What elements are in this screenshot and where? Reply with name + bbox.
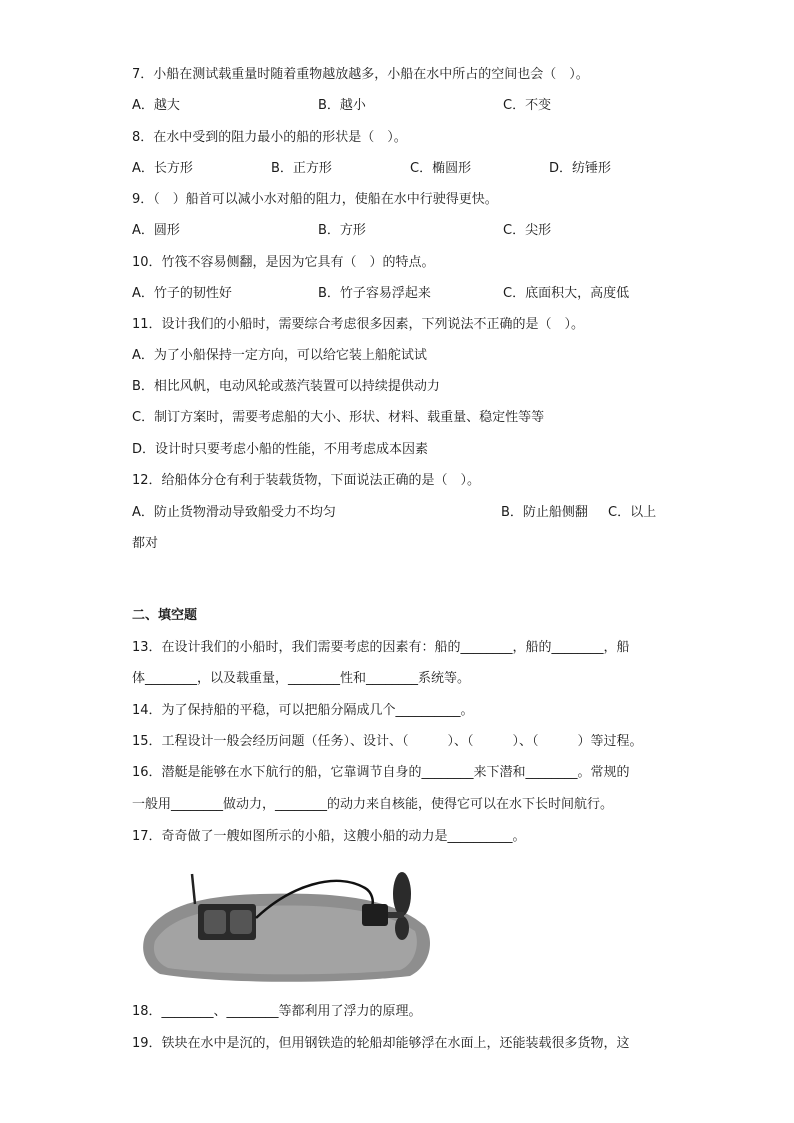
q8-option-b: B．正方形 [271, 161, 332, 176]
question-12-stem: 12．给船体分仓有利于装载货物，下面说法正确的是（ ）。 [132, 473, 481, 488]
q10-option-b: B．竹子容易浮起来 [318, 286, 431, 301]
q9-option-b: B．方形 [318, 223, 366, 238]
battery-2 [230, 910, 252, 934]
propeller-blade-top [393, 872, 411, 916]
q9-option-a: A．圆形 [132, 223, 180, 238]
question-15-stem: 15．工程设计一般会经历问题（任务）、设计、（ ）、（ ）、（ ）等过程。 [132, 734, 643, 749]
q11-option-d: D．设计时只要考虑小船的性能，不用考虑成本因素 [132, 442, 429, 457]
question-16-line-2: 一般用________做动力，________的动力来自核能，使得它可以在水下长时间航行。 [132, 797, 614, 812]
q10-option-c: C．底面积大，高度低 [503, 286, 630, 301]
question-17-stem: 17．奇奇做了一艘如图所示的小船，这艘小船的动力是__________。 [132, 829, 526, 844]
battery-1 [204, 910, 226, 934]
question-8-stem: 8．在水中受到的阻力最小的船的形状是（ ）。 [132, 130, 407, 145]
propeller-shaft [388, 912, 404, 918]
q12-option-c: C．以上 [608, 505, 657, 520]
q11-option-a: A．为了小船保持一定方向，可以给它装上船舵试试 [132, 348, 427, 363]
antenna [192, 874, 195, 904]
q12-option-b: B．防止船侧翻 [501, 505, 588, 520]
propeller-blade-bottom [395, 916, 409, 940]
question-14-stem: 14．为了保持船的平稳，可以把船分隔成几个__________。 [132, 703, 474, 718]
q7-option-a: A．越大 [132, 98, 180, 113]
q11-option-c: C．制订方案时，需要考虑船的大小、形状、材料、载重量、稳定性等等 [132, 410, 545, 425]
boat-photo [140, 866, 440, 986]
question-7-stem: 7．小船在测试载重量时随着重物越放越多，小船在水中所占的空间也会（ ）。 [132, 67, 589, 82]
q8-option-c: C．椭圆形 [410, 161, 472, 176]
question-16-line-1: 16．潜艇是能够在水下航行的船，它靠调节自身的________来下潜和________。常规的 [132, 765, 630, 780]
section-heading-fill-in: 二、填空题 [132, 608, 198, 623]
q8-option-a: A．长方形 [132, 161, 193, 176]
motor [362, 904, 388, 926]
q7-option-c: C．不变 [503, 98, 552, 113]
q11-option-b: B．相比风帆，电动风轮或蒸汽装置可以持续提供动力 [132, 379, 440, 394]
q7-option-b: B．越小 [318, 98, 366, 113]
q10-option-a: A．竹子的韧性好 [132, 286, 232, 301]
q9-option-c: C．尖形 [503, 223, 552, 238]
question-13-line-2: 体________，以及载重量，________性和________系统等。 [132, 671, 471, 686]
q8-option-d: D．纺锤形 [549, 161, 612, 176]
question-9-stem: 9．（ ）船首可以减小水对船的阻力，使船在水中行驶得更快。 [132, 192, 498, 207]
q12-option-a: A．防止货物滑动导致船受力不均匀 [132, 505, 336, 520]
q12-option-c-continuation: 都对 [132, 536, 159, 551]
question-13-line-1: 13．在设计我们的小船时，我们需要考虑的因素有：船的________，船的________，船 [132, 640, 630, 655]
question-11-stem: 11．设计我们的小船时，需要综合考虑很多因素，下列说法不正确的是（ ）。 [132, 317, 585, 332]
question-18-stem: 18．________、________等都利用了浮力的原理。 [132, 1004, 422, 1019]
question-10-stem: 10．竹筏不容易侧翻，是因为它具有（ ）的特点。 [132, 255, 435, 270]
question-19-stem: 19．铁块在水中是沉的，但用钢铁造的轮船却能够浮在水面上，还能装载很多货物，这 [132, 1036, 630, 1051]
